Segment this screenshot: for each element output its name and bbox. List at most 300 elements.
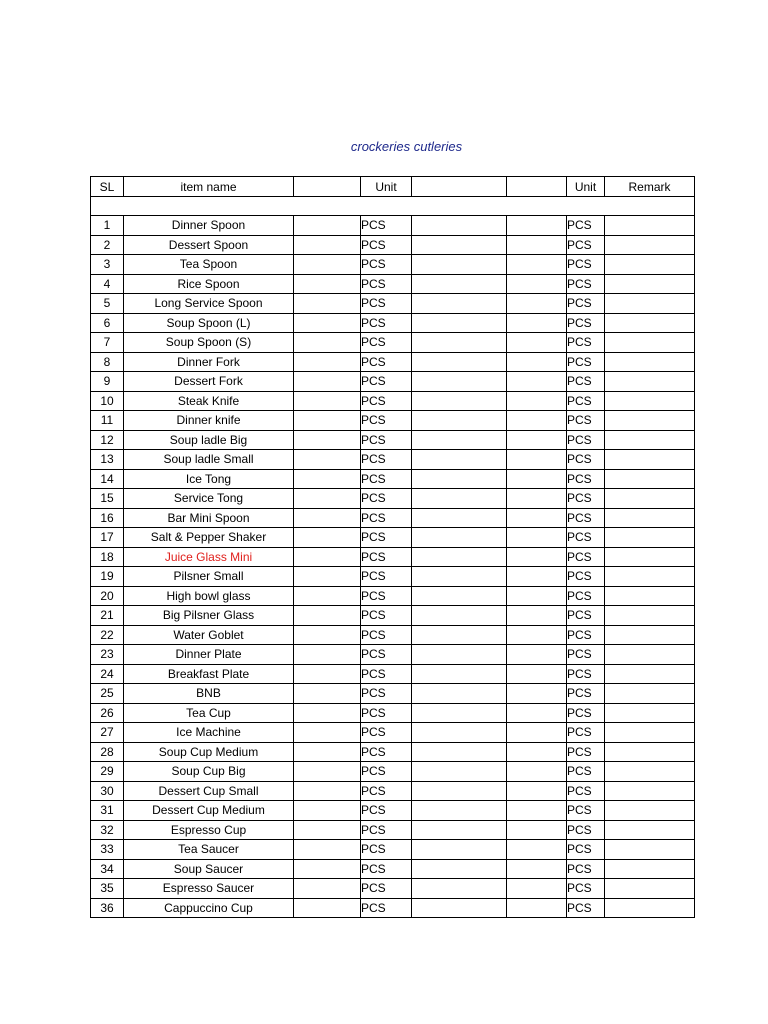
- row-unit-2-cell: PCS: [567, 625, 605, 645]
- row-blank-1-cell: [294, 489, 361, 509]
- row-unit-cell: PCS: [361, 762, 412, 782]
- row-remark-cell: [605, 391, 695, 411]
- table-row: [91, 411, 695, 431]
- row-remark-cell: [605, 898, 695, 918]
- row-blank-2-cell: [412, 820, 507, 840]
- row-item-name-cell: Soup Cup Medium: [124, 742, 294, 762]
- row-item-name-cell: Salt & Pepper Shaker: [124, 528, 294, 548]
- row-unit-cell: PCS: [361, 352, 412, 372]
- table-row: [91, 430, 695, 450]
- row-blank-1-cell: [294, 859, 361, 879]
- row-unit-cell: PCS: [361, 586, 412, 606]
- row-unit-cell: PCS: [361, 313, 412, 333]
- table-row: [91, 235, 695, 255]
- table-row: [91, 840, 695, 860]
- row-blank-1-cell: [294, 625, 361, 645]
- row-blank-1-cell: [294, 742, 361, 762]
- row-blank-3-cell: [507, 781, 567, 801]
- row-blank-2-cell: [412, 352, 507, 372]
- row-blank-3-cell: [507, 645, 567, 665]
- row-blank-2-cell: [412, 586, 507, 606]
- row-item-name-cell: Rice Spoon: [124, 274, 294, 294]
- row-blank-2-cell: [412, 606, 507, 626]
- header-blank-3: [507, 177, 567, 197]
- row-blank-2-cell: [412, 723, 507, 743]
- table-row: [91, 801, 695, 821]
- row-sl-cell: 14: [91, 469, 124, 489]
- row-blank-3-cell: [507, 625, 567, 645]
- table-row: [91, 567, 695, 587]
- row-blank-3-cell: [507, 450, 567, 470]
- row-unit-2-cell: PCS: [567, 430, 605, 450]
- row-item-name-cell: Tea Spoon: [124, 255, 294, 275]
- row-blank-3-cell: [507, 333, 567, 353]
- row-item-name-cell: Dessert Fork: [124, 372, 294, 392]
- row-remark-cell: [605, 762, 695, 782]
- table-row: [91, 606, 695, 626]
- row-blank-1-cell: [294, 372, 361, 392]
- header-remark: Remark: [605, 177, 695, 197]
- row-blank-2-cell: [412, 664, 507, 684]
- row-sl-cell: 19: [91, 567, 124, 587]
- header-blank-2: [412, 177, 507, 197]
- row-item-name-cell: Dinner Fork: [124, 352, 294, 372]
- row-unit-cell: PCS: [361, 781, 412, 801]
- table-row: [91, 859, 695, 879]
- row-unit-cell: PCS: [361, 391, 412, 411]
- table-row: [91, 216, 695, 236]
- row-unit-cell: PCS: [361, 567, 412, 587]
- row-blank-3-cell: [507, 723, 567, 743]
- row-blank-1-cell: [294, 664, 361, 684]
- row-unit-2-cell: PCS: [567, 352, 605, 372]
- row-blank-2-cell: [412, 333, 507, 353]
- table-row: [91, 450, 695, 470]
- row-unit-cell: PCS: [361, 255, 412, 275]
- table-row: [91, 898, 695, 918]
- row-blank-3-cell: [507, 216, 567, 236]
- row-blank-2-cell: [412, 430, 507, 450]
- row-unit-cell: PCS: [361, 274, 412, 294]
- row-blank-1-cell: [294, 411, 361, 431]
- row-remark-cell: [605, 352, 695, 372]
- row-item-name-cell: Pilsner Small: [124, 567, 294, 587]
- row-item-name-cell: High bowl glass: [124, 586, 294, 606]
- row-blank-2-cell: [412, 469, 507, 489]
- row-blank-2-cell: [412, 898, 507, 918]
- row-blank-1-cell: [294, 762, 361, 782]
- row-remark-cell: [605, 625, 695, 645]
- row-item-name-cell: Espresso Saucer: [124, 879, 294, 899]
- row-blank-2-cell: [412, 294, 507, 314]
- table-row: [91, 586, 695, 606]
- row-unit-2-cell: PCS: [567, 645, 605, 665]
- row-blank-1-cell: [294, 508, 361, 528]
- row-remark-cell: [605, 567, 695, 587]
- row-blank-1-cell: [294, 255, 361, 275]
- table-row: [91, 723, 695, 743]
- row-blank-3-cell: [507, 703, 567, 723]
- row-blank-3-cell: [507, 391, 567, 411]
- row-blank-2-cell: [412, 508, 507, 528]
- row-blank-1-cell: [294, 450, 361, 470]
- row-unit-2-cell: PCS: [567, 255, 605, 275]
- row-unit-2-cell: PCS: [567, 742, 605, 762]
- table-row: [91, 528, 695, 548]
- row-unit-cell: PCS: [361, 469, 412, 489]
- table-row: [91, 625, 695, 645]
- row-unit-cell: PCS: [361, 372, 412, 392]
- row-item-name-cell: Water Goblet: [124, 625, 294, 645]
- row-blank-2-cell: [412, 684, 507, 704]
- row-item-name-cell: Soup Saucer: [124, 859, 294, 879]
- row-item-name-cell: Bar Mini Spoon: [124, 508, 294, 528]
- row-unit-2-cell: PCS: [567, 762, 605, 782]
- table-row: [91, 294, 695, 314]
- row-unit-cell: PCS: [361, 216, 412, 236]
- row-item-name-cell: BNB: [124, 684, 294, 704]
- row-blank-1-cell: [294, 333, 361, 353]
- row-unit-2-cell: PCS: [567, 313, 605, 333]
- row-unit-cell: PCS: [361, 430, 412, 450]
- row-blank-3-cell: [507, 840, 567, 860]
- row-remark-cell: [605, 547, 695, 567]
- row-unit-2-cell: PCS: [567, 333, 605, 353]
- row-blank-1-cell: [294, 820, 361, 840]
- row-unit-cell: PCS: [361, 294, 412, 314]
- row-blank-1-cell: [294, 313, 361, 333]
- row-item-name-cell: Cappuccino Cup: [124, 898, 294, 918]
- row-blank-1-cell: [294, 469, 361, 489]
- row-sl-cell: 33: [91, 840, 124, 860]
- table-row: [91, 742, 695, 762]
- row-unit-2-cell: PCS: [567, 469, 605, 489]
- row-unit-2-cell: PCS: [567, 216, 605, 236]
- row-unit-2-cell: PCS: [567, 684, 605, 704]
- row-remark-cell: [605, 742, 695, 762]
- row-blank-3-cell: [507, 606, 567, 626]
- row-sl-cell: 9: [91, 372, 124, 392]
- table-row: [91, 762, 695, 782]
- row-blank-3-cell: [507, 898, 567, 918]
- row-blank-1-cell: [294, 645, 361, 665]
- row-item-name-cell: Soup ladle Big: [124, 430, 294, 450]
- row-sl-cell: 25: [91, 684, 124, 704]
- table-row: [91, 879, 695, 899]
- row-remark-cell: [605, 430, 695, 450]
- row-unit-cell: PCS: [361, 820, 412, 840]
- row-remark-cell: [605, 606, 695, 626]
- row-blank-3-cell: [507, 274, 567, 294]
- row-sl-cell: 5: [91, 294, 124, 314]
- row-blank-3-cell: [507, 235, 567, 255]
- row-unit-2-cell: PCS: [567, 781, 605, 801]
- row-blank-1-cell: [294, 235, 361, 255]
- row-blank-1-cell: [294, 781, 361, 801]
- header-blank-1: [294, 177, 361, 197]
- row-item-name-cell: Juice Glass Mini: [124, 547, 294, 567]
- row-sl-cell: 23: [91, 645, 124, 665]
- row-blank-2-cell: [412, 235, 507, 255]
- table-row: [91, 781, 695, 801]
- table-row: [91, 333, 695, 353]
- row-blank-2-cell: [412, 762, 507, 782]
- row-unit-2-cell: PCS: [567, 898, 605, 918]
- row-sl-cell: 13: [91, 450, 124, 470]
- row-remark-cell: [605, 801, 695, 821]
- row-unit-2-cell: PCS: [567, 547, 605, 567]
- row-remark-cell: [605, 235, 695, 255]
- row-blank-3-cell: [507, 684, 567, 704]
- spacer-cell: [91, 197, 695, 216]
- row-sl-cell: 26: [91, 703, 124, 723]
- row-blank-2-cell: [412, 411, 507, 431]
- row-blank-3-cell: [507, 469, 567, 489]
- row-blank-1-cell: [294, 352, 361, 372]
- table-row: [91, 508, 695, 528]
- row-blank-2-cell: [412, 216, 507, 236]
- row-blank-3-cell: [507, 489, 567, 509]
- row-sl-cell: 30: [91, 781, 124, 801]
- row-remark-cell: [605, 859, 695, 879]
- row-item-name-cell: Dessert Spoon: [124, 235, 294, 255]
- row-sl-cell: 22: [91, 625, 124, 645]
- row-sl-cell: 10: [91, 391, 124, 411]
- row-unit-2-cell: PCS: [567, 606, 605, 626]
- row-blank-1-cell: [294, 723, 361, 743]
- row-unit-2-cell: PCS: [567, 840, 605, 860]
- row-blank-1-cell: [294, 547, 361, 567]
- row-blank-3-cell: [507, 313, 567, 333]
- row-remark-cell: [605, 664, 695, 684]
- row-unit-2-cell: PCS: [567, 489, 605, 509]
- row-item-name-cell: Soup Cup Big: [124, 762, 294, 782]
- row-item-name-cell: Tea Cup: [124, 703, 294, 723]
- row-sl-cell: 34: [91, 859, 124, 879]
- row-blank-3-cell: [507, 430, 567, 450]
- row-item-name-cell: Soup Spoon (L): [124, 313, 294, 333]
- table-row: [91, 255, 695, 275]
- row-unit-cell: PCS: [361, 703, 412, 723]
- row-unit-cell: PCS: [361, 801, 412, 821]
- row-remark-cell: [605, 508, 695, 528]
- row-unit-2-cell: PCS: [567, 723, 605, 743]
- row-unit-2-cell: PCS: [567, 801, 605, 821]
- row-blank-2-cell: [412, 742, 507, 762]
- row-remark-cell: [605, 820, 695, 840]
- row-remark-cell: [605, 879, 695, 899]
- row-sl-cell: 31: [91, 801, 124, 821]
- table-row: [91, 645, 695, 665]
- row-unit-2-cell: PCS: [567, 391, 605, 411]
- row-unit-2-cell: PCS: [567, 567, 605, 587]
- row-sl-cell: 24: [91, 664, 124, 684]
- table-row: [91, 489, 695, 509]
- table-row: [91, 352, 695, 372]
- row-blank-2-cell: [412, 372, 507, 392]
- row-unit-2-cell: PCS: [567, 820, 605, 840]
- row-blank-2-cell: [412, 645, 507, 665]
- row-blank-3-cell: [507, 372, 567, 392]
- row-blank-2-cell: [412, 274, 507, 294]
- row-blank-1-cell: [294, 294, 361, 314]
- row-blank-3-cell: [507, 742, 567, 762]
- row-unit-cell: PCS: [361, 411, 412, 431]
- table-header-row: [91, 177, 695, 197]
- row-unit-cell: PCS: [361, 528, 412, 548]
- row-item-name-cell: Ice Tong: [124, 469, 294, 489]
- row-blank-1-cell: [294, 528, 361, 548]
- row-unit-cell: PCS: [361, 235, 412, 255]
- row-blank-3-cell: [507, 567, 567, 587]
- row-remark-cell: [605, 372, 695, 392]
- row-remark-cell: [605, 333, 695, 353]
- row-blank-3-cell: [507, 859, 567, 879]
- row-unit-2-cell: PCS: [567, 274, 605, 294]
- row-blank-2-cell: [412, 255, 507, 275]
- row-remark-cell: [605, 450, 695, 470]
- row-item-name-cell: Ice Machine: [124, 723, 294, 743]
- row-blank-2-cell: [412, 450, 507, 470]
- row-item-name-cell: Steak Knife: [124, 391, 294, 411]
- row-unit-2-cell: PCS: [567, 586, 605, 606]
- row-unit-2-cell: PCS: [567, 294, 605, 314]
- row-item-name-cell: Tea Saucer: [124, 840, 294, 860]
- row-item-name-cell: Big Pilsner Glass: [124, 606, 294, 626]
- row-unit-2-cell: PCS: [567, 664, 605, 684]
- row-unit-cell: PCS: [361, 723, 412, 743]
- row-unit-2-cell: PCS: [567, 879, 605, 899]
- table-row: [91, 664, 695, 684]
- table-row: [91, 469, 695, 489]
- row-blank-2-cell: [412, 625, 507, 645]
- row-sl-cell: 17: [91, 528, 124, 548]
- row-unit-cell: PCS: [361, 645, 412, 665]
- row-item-name-cell: Dessert Cup Small: [124, 781, 294, 801]
- header-unit-2: Unit: [567, 177, 605, 197]
- header-item-name: item name: [124, 177, 294, 197]
- row-item-name-cell: Soup Spoon (S): [124, 333, 294, 353]
- row-sl-cell: 21: [91, 606, 124, 626]
- row-unit-cell: PCS: [361, 879, 412, 899]
- header-sl: SL: [91, 177, 124, 197]
- spacer-row: [91, 197, 695, 216]
- row-remark-cell: [605, 294, 695, 314]
- row-unit-2-cell: PCS: [567, 450, 605, 470]
- row-unit-2-cell: PCS: [567, 411, 605, 431]
- row-blank-3-cell: [507, 547, 567, 567]
- row-remark-cell: [605, 781, 695, 801]
- row-unit-cell: PCS: [361, 489, 412, 509]
- row-remark-cell: [605, 255, 695, 275]
- row-blank-2-cell: [412, 840, 507, 860]
- row-blank-2-cell: [412, 801, 507, 821]
- row-remark-cell: [605, 645, 695, 665]
- row-blank-2-cell: [412, 703, 507, 723]
- row-remark-cell: [605, 489, 695, 509]
- row-blank-3-cell: [507, 411, 567, 431]
- row-unit-2-cell: PCS: [567, 703, 605, 723]
- row-blank-1-cell: [294, 684, 361, 704]
- row-blank-3-cell: [507, 586, 567, 606]
- row-blank-2-cell: [412, 313, 507, 333]
- row-sl-cell: 20: [91, 586, 124, 606]
- header-unit: Unit: [361, 177, 412, 197]
- row-item-name-cell: Dinner Spoon: [124, 216, 294, 236]
- row-blank-2-cell: [412, 567, 507, 587]
- table-row: [91, 684, 695, 704]
- row-item-name-cell: Long Service Spoon: [124, 294, 294, 314]
- row-blank-2-cell: [412, 391, 507, 411]
- table-row: [91, 820, 695, 840]
- row-sl-cell: 28: [91, 742, 124, 762]
- row-sl-cell: 12: [91, 430, 124, 450]
- row-item-name-cell: Service Tong: [124, 489, 294, 509]
- row-unit-cell: PCS: [361, 742, 412, 762]
- row-blank-1-cell: [294, 840, 361, 860]
- row-sl-cell: 2: [91, 235, 124, 255]
- row-unit-cell: PCS: [361, 664, 412, 684]
- row-remark-cell: [605, 469, 695, 489]
- row-unit-2-cell: PCS: [567, 859, 605, 879]
- row-item-name-cell: Soup ladle Small: [124, 450, 294, 470]
- row-blank-2-cell: [412, 547, 507, 567]
- row-unit-cell: PCS: [361, 859, 412, 879]
- row-sl-cell: 8: [91, 352, 124, 372]
- row-sl-cell: 18: [91, 547, 124, 567]
- row-remark-cell: [605, 703, 695, 723]
- row-blank-1-cell: [294, 879, 361, 899]
- row-blank-1-cell: [294, 216, 361, 236]
- row-blank-3-cell: [507, 664, 567, 684]
- row-blank-3-cell: [507, 352, 567, 372]
- row-item-name-cell: Dinner knife: [124, 411, 294, 431]
- row-remark-cell: [605, 411, 695, 431]
- row-item-name-cell: Espresso Cup: [124, 820, 294, 840]
- table-row: [91, 372, 695, 392]
- row-item-name-cell: Dinner Plate: [124, 645, 294, 665]
- row-blank-3-cell: [507, 255, 567, 275]
- row-blank-1-cell: [294, 898, 361, 918]
- row-sl-cell: 1: [91, 216, 124, 236]
- row-remark-cell: [605, 528, 695, 548]
- row-blank-1-cell: [294, 703, 361, 723]
- row-item-name-cell: Dessert Cup Medium: [124, 801, 294, 821]
- row-remark-cell: [605, 313, 695, 333]
- row-blank-1-cell: [294, 801, 361, 821]
- row-unit-cell: PCS: [361, 547, 412, 567]
- row-blank-3-cell: [507, 528, 567, 548]
- table-row: [91, 274, 695, 294]
- row-blank-2-cell: [412, 879, 507, 899]
- row-sl-cell: 4: [91, 274, 124, 294]
- row-blank-3-cell: [507, 879, 567, 899]
- row-remark-cell: [605, 840, 695, 860]
- row-blank-3-cell: [507, 508, 567, 528]
- row-unit-cell: PCS: [361, 684, 412, 704]
- row-unit-cell: PCS: [361, 898, 412, 918]
- row-blank-3-cell: [507, 294, 567, 314]
- row-blank-1-cell: [294, 567, 361, 587]
- row-remark-cell: [605, 274, 695, 294]
- row-unit-cell: PCS: [361, 508, 412, 528]
- row-blank-1-cell: [294, 606, 361, 626]
- row-unit-cell: PCS: [361, 606, 412, 626]
- row-blank-3-cell: [507, 801, 567, 821]
- row-sl-cell: 27: [91, 723, 124, 743]
- row-unit-2-cell: PCS: [567, 372, 605, 392]
- row-blank-2-cell: [412, 528, 507, 548]
